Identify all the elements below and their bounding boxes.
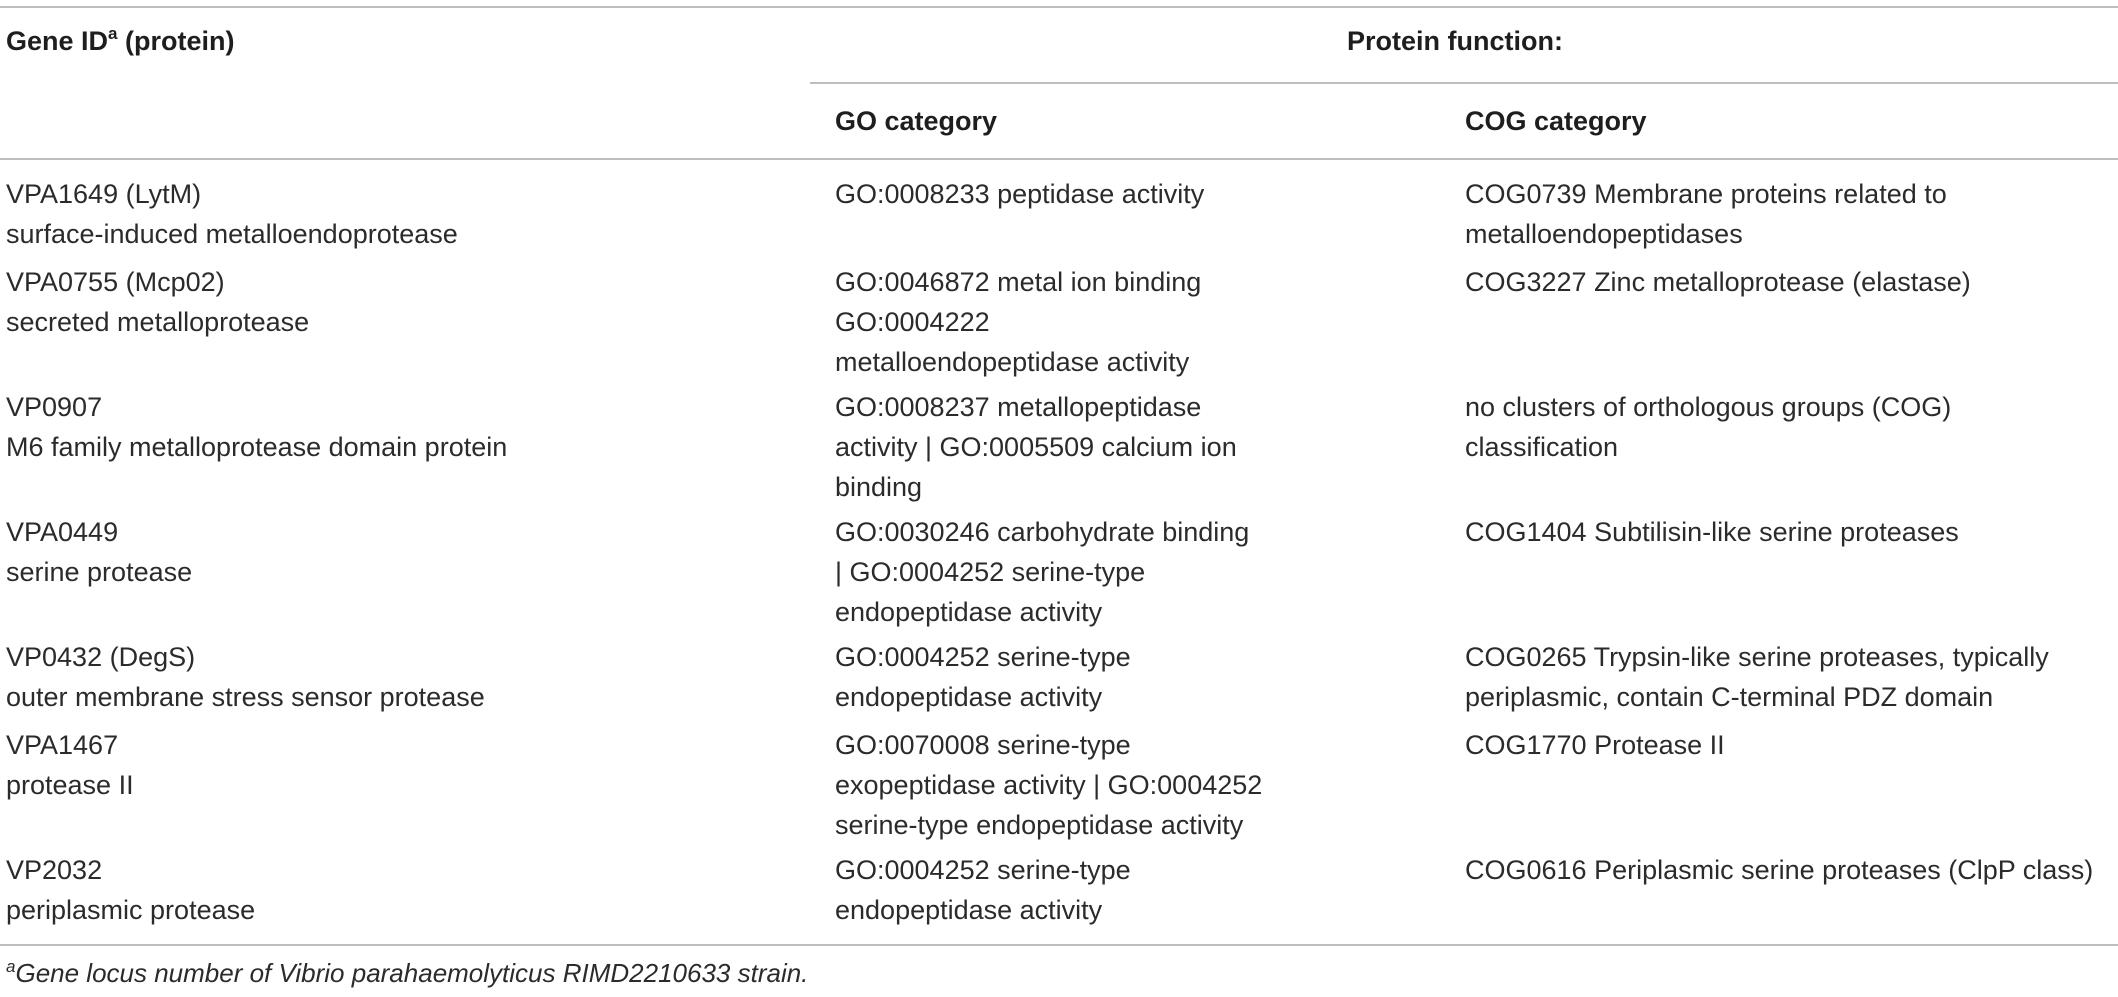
gene-cell: VP0907 M6 family metalloprotease domain protein xyxy=(6,392,508,462)
go-cell: GO:0046872 metal ion binding GO:0004222 metalloendopeptidase activity xyxy=(835,267,1202,377)
table-footnote xyxy=(6,958,808,989)
protein-function-span-rule xyxy=(810,82,2118,84)
header-gene-id xyxy=(6,26,234,57)
gene-cell: VP0432 (DegS) outer membrane stress sensor protease xyxy=(6,642,485,712)
go-cell: GO:0004252 serine-type endopeptidase activity xyxy=(835,642,1131,712)
cog-cell: COG0265 Trypsin-like serine proteases, typically periplasmic, contain C-terminal PDZ domain xyxy=(1465,642,2049,712)
gene-cell: VPA0755 (Mcp02) secreted metalloprotease xyxy=(6,267,310,337)
gene-cell: VP2032 periplasmic protease xyxy=(6,855,256,925)
cog-cell: COG3227 Zinc metalloprotease (elastase) xyxy=(1465,267,1971,297)
header-go-category: GO category xyxy=(835,106,998,136)
cog-cell: COG0739 Membrane proteins related to metalloendopeptidases xyxy=(1465,179,1947,249)
header-bottom-rule xyxy=(0,158,2118,160)
header-gene-id-suffix: (protein) xyxy=(117,26,235,56)
go-cell: GO:0008237 metallopeptidase activity | GO:0005509 calcium ion binding xyxy=(835,392,1237,502)
gene-cell: VPA1467 protease II xyxy=(6,730,134,800)
cog-cell: COG0616 Periplasmic serine proteases (ClpP class) xyxy=(1465,855,2094,885)
gene-cell: VPA0449 serine protease xyxy=(6,517,193,587)
header-cog-category: COG category xyxy=(1465,106,1647,136)
header-protein-function: Protein function: xyxy=(1347,26,1563,56)
cog-cell: COG1770 Protease II xyxy=(1465,730,1725,760)
footnote-mark: a xyxy=(6,957,16,976)
go-cell: GO:0008233 peptidase activity xyxy=(835,179,1205,209)
go-cell: GO:0070008 serine-type exopeptidase activity | GO:0004252 serine-type endopeptidase activity xyxy=(835,730,1263,840)
cog-cell: no clusters of orthologous groups (COG) classification xyxy=(1465,392,1952,462)
header-gene-id-label: Gene ID xyxy=(6,26,109,56)
go-cell: GO:0004252 serine-type endopeptidase activity xyxy=(835,855,1131,925)
top-rule xyxy=(0,6,2118,8)
cog-cell: COG1404 Subtilisin-like serine proteases xyxy=(1465,517,1959,547)
header-gene-id-footnote-mark: a xyxy=(108,24,118,43)
footnote-text: Gene locus number of Vibrio parahaemolyticus RIMD2210633 strain. xyxy=(15,958,809,988)
gene-cell: VPA1649 (LytM) surface-induced metalloendoprotease xyxy=(6,179,458,249)
bottom-rule xyxy=(0,944,2118,946)
go-cell: GO:0030246 carbohydrate binding | GO:0004252 serine-type endopeptidase activity xyxy=(835,517,1250,627)
